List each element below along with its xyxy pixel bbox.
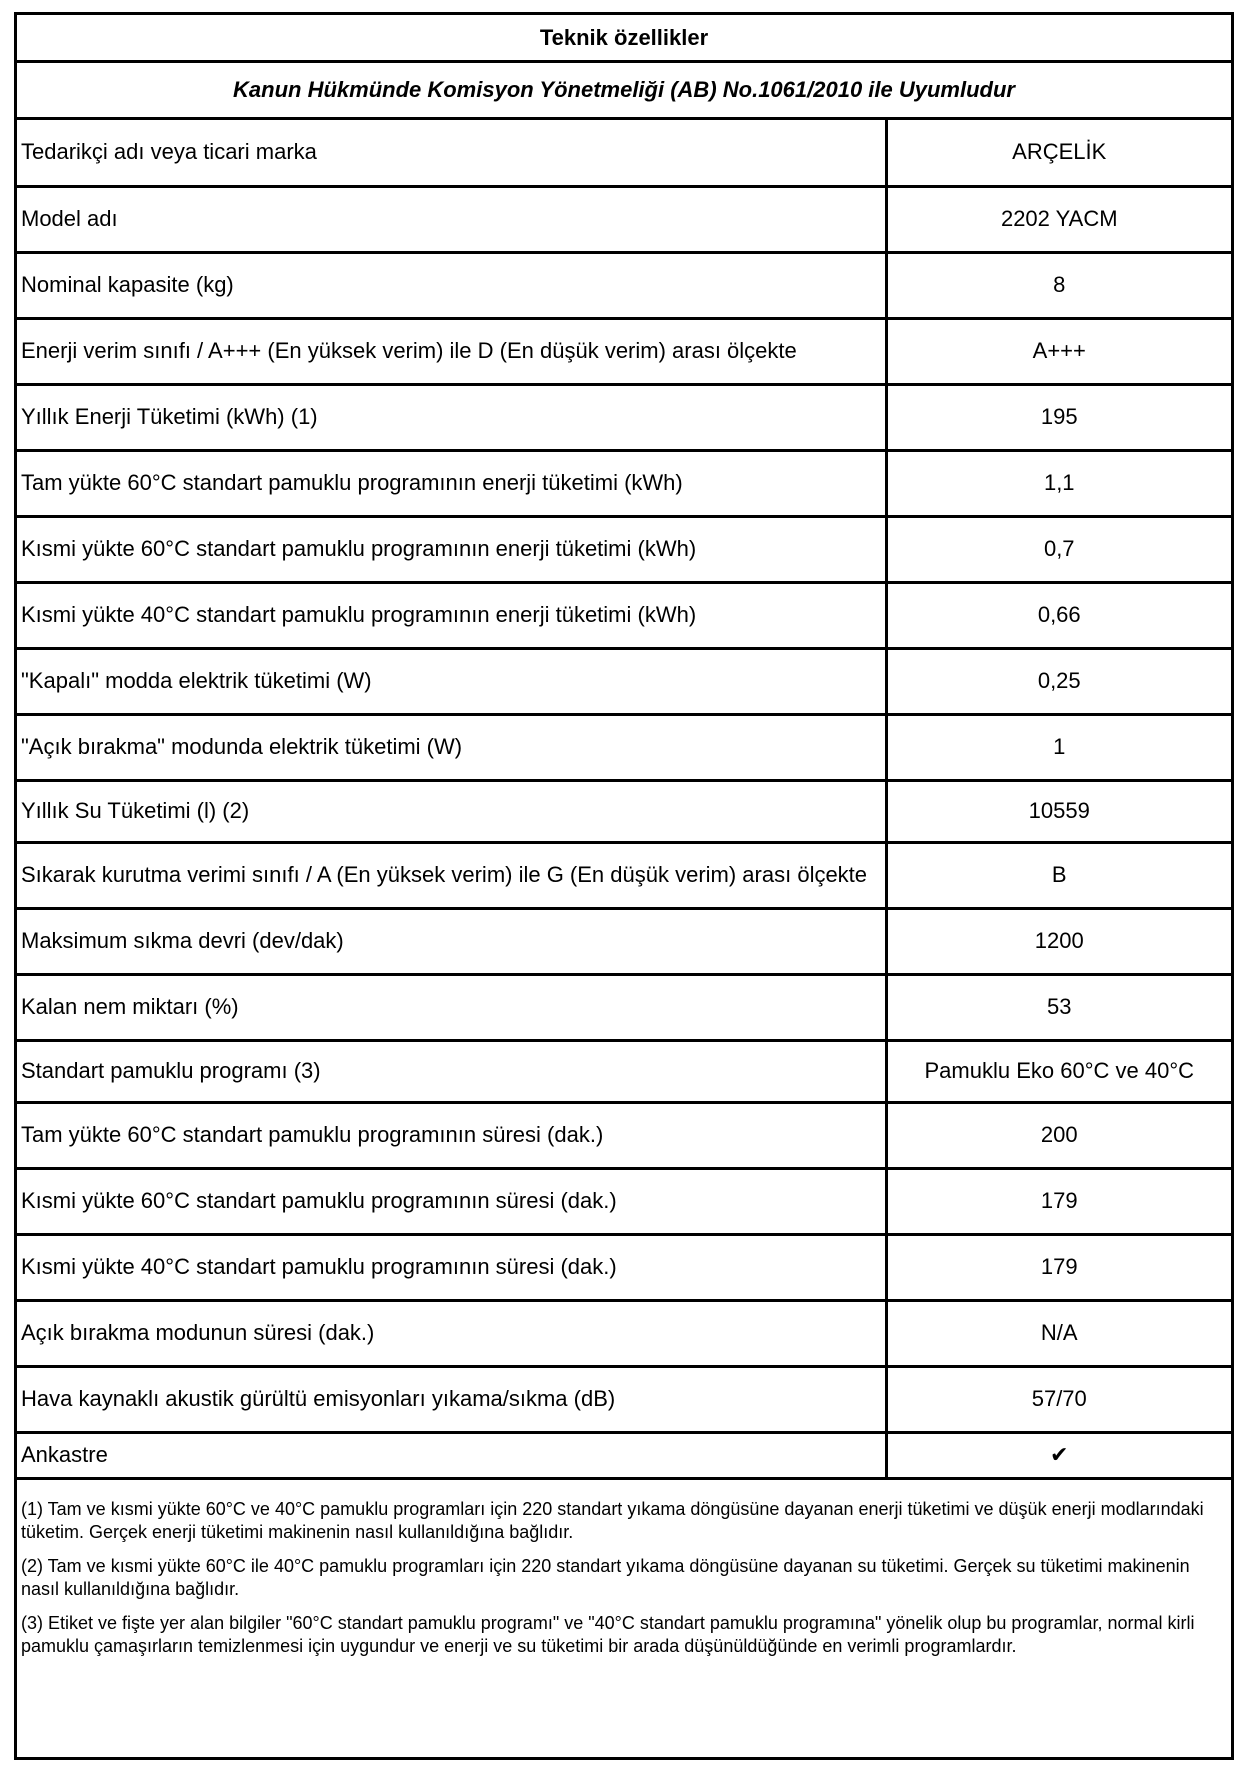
row-label: Nominal kapasite (kg)	[17, 252, 886, 318]
sheet-title: Teknik özellikler	[17, 15, 1231, 63]
table-row	[17, 714, 1231, 780]
table-row	[17, 780, 1231, 842]
row-label: Model adı	[17, 186, 886, 252]
table-row	[17, 120, 1231, 186]
row-value: 8	[886, 252, 1231, 318]
row-value: 2202 YACM	[886, 186, 1231, 252]
row-value: ARÇELİK	[886, 120, 1231, 186]
table-row	[17, 1040, 1231, 1102]
table-row	[17, 582, 1231, 648]
row-value: Pamuklu Eko 60°C ve 40°C	[886, 1040, 1231, 1102]
table-row	[17, 252, 1231, 318]
row-label: Sıkarak kurutma verimi sınıfı / A (En yüksek verim) ile G (En düşük verim) arası ölçekte	[17, 842, 886, 908]
table-row	[17, 1168, 1231, 1234]
table-row	[17, 1102, 1231, 1168]
table-row	[17, 1300, 1231, 1366]
row-label: Tam yükte 60°C standart pamuklu programının enerji tüketimi (kWh)	[17, 450, 886, 516]
row-value: 1	[886, 714, 1231, 780]
table-row	[17, 1234, 1231, 1300]
sheet-subtitle: Kanun Hükmünde Komisyon Yönetmeliği (AB) No.1061/2010 ile Uyumludur	[17, 63, 1231, 120]
row-value: 1,1	[886, 450, 1231, 516]
table-row	[17, 516, 1231, 582]
row-label: Standart pamuklu programı (3)	[17, 1040, 886, 1102]
table-row	[17, 1432, 1231, 1478]
table-row	[17, 318, 1231, 384]
footnote: (1) Tam ve kısmi yükte 60°C ve 40°C pamuklu programları için 220 standart yıkama döngüsüne dayanan enerji tüketimi ve düşük enerji modlarındaki tüketim. Gerçek enerji tüketimi makinenin nasıl kullanıldığına bağlıdır.	[21, 1498, 1204, 1542]
row-value: N/A	[886, 1300, 1231, 1366]
row-value: 1200	[886, 908, 1231, 974]
row-label: Hava kaynaklı akustik gürültü emisyonları yıkama/sıkma (dB)	[17, 1366, 886, 1432]
row-label: Kalan nem miktarı (%)	[17, 974, 886, 1040]
row-value: 53	[886, 974, 1231, 1040]
row-value: 0,7	[886, 516, 1231, 582]
row-label: Kısmi yükte 60°C standart pamuklu programının enerji tüketimi (kWh)	[17, 516, 886, 582]
row-value: 0,66	[886, 582, 1231, 648]
row-value: 57/70	[886, 1366, 1231, 1432]
row-value: A+++	[886, 318, 1231, 384]
row-label: Yıllık Enerji Tüketimi (kWh) (1)	[17, 384, 886, 450]
spec-sheet	[14, 12, 1234, 1760]
row-value: 200	[886, 1102, 1231, 1168]
row-label: Kısmi yükte 40°C standart pamuklu programının enerji tüketimi (kWh)	[17, 582, 886, 648]
row-value: 179	[886, 1234, 1231, 1300]
table-row	[17, 384, 1231, 450]
footnotes	[17, 1480, 1231, 1658]
row-label: Maksimum sıkma devri (dev/dak)	[17, 908, 886, 974]
table-row	[17, 1366, 1231, 1432]
table-row	[17, 974, 1231, 1040]
footnote: (3) Etiket ve fişte yer alan bilgiler "60°C standart pamuklu programı" ve "40°C standart pamuklu programına" yönelik olup bu programlar, normal kirli pamuklu çamaşırların temizlenmesi için uygundur ve enerji ve su tüketimi bir arada düşünüldüğünde en verimli programlardır.	[21, 1612, 1195, 1656]
checkmark-icon: ✔	[886, 1432, 1231, 1478]
row-value: 0,25	[886, 648, 1231, 714]
row-label: Enerji verim sınıfı / A+++ (En yüksek verim) ile D (En düşük verim) arası ölçekte	[17, 318, 886, 384]
row-label: Yıllık Su Tüketimi (l) (2)	[17, 780, 886, 842]
table-row	[17, 842, 1231, 908]
table-row	[17, 908, 1231, 974]
row-value: 195	[886, 384, 1231, 450]
footnote: (2) Tam ve kısmi yükte 60°C ile 40°C pamuklu programları için 220 standart yıkama döngüsüne dayanan su tüketimi. Gerçek su tüketimi makinenin nasıl kullanıldığına bağlıdır.	[21, 1555, 1190, 1599]
row-value: 179	[886, 1168, 1231, 1234]
row-label: Kısmi yükte 40°C standart pamuklu programının süresi (dak.)	[17, 1234, 886, 1300]
row-label: "Kapalı" modda elektrik tüketimi (W)	[17, 648, 886, 714]
row-value: 10559	[886, 780, 1231, 842]
table-row	[17, 450, 1231, 516]
row-label: Tam yükte 60°C standart pamuklu programının süresi (dak.)	[17, 1102, 886, 1168]
row-label: Ankastre	[17, 1432, 886, 1478]
row-label: Kısmi yükte 60°C standart pamuklu programının süresi (dak.)	[17, 1168, 886, 1234]
spec-table	[17, 120, 1231, 1480]
table-row	[17, 186, 1231, 252]
row-value: B	[886, 842, 1231, 908]
row-label: "Açık bırakma" modunda elektrik tüketimi (W)	[17, 714, 886, 780]
row-label: Tedarikçi adı veya ticari marka	[17, 120, 886, 186]
row-label: Açık bırakma modunun süresi (dak.)	[17, 1300, 886, 1366]
table-row	[17, 648, 1231, 714]
